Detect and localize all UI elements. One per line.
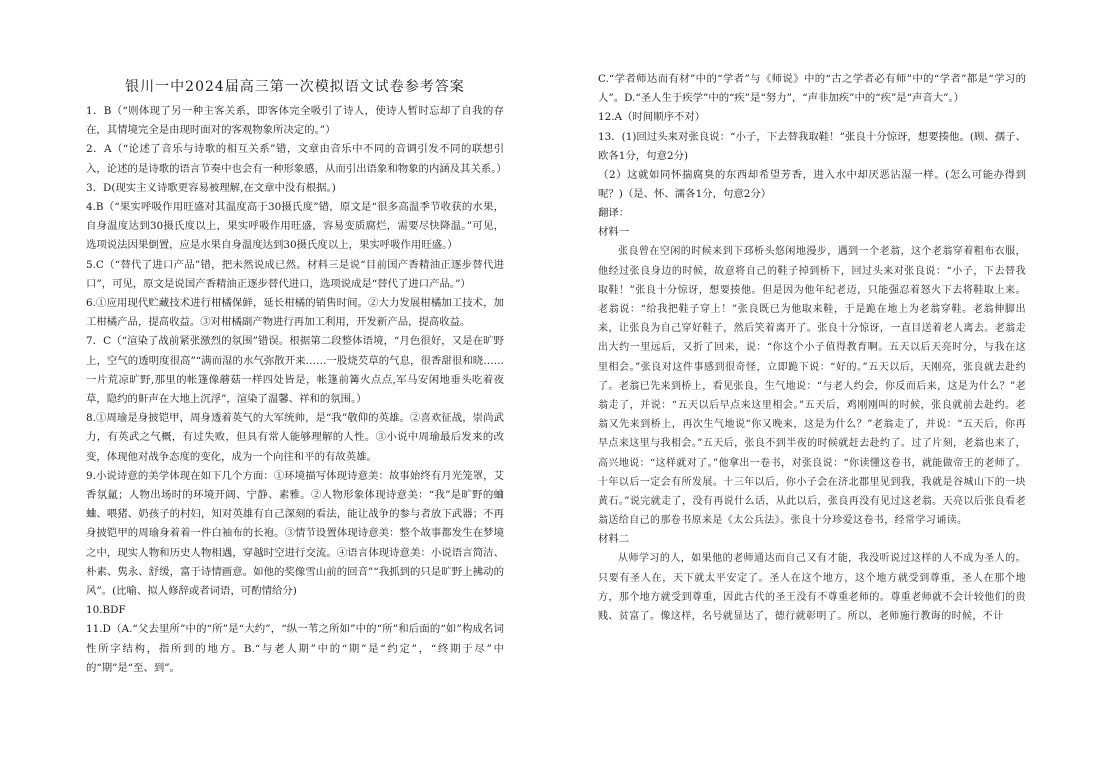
right-column: [598, 70, 1026, 626]
answer-item: 9.小说诗意的美学体现在如下几个方面：①环境描写体现诗意美：故事始终有月光笼罩，艾香氛氲；人物出场时的环境开阔、宁静、素雅。②人物形象体现诗意美：“我”是旷野的蛐蛐、喂猪、奶孩子的村妇，知对英雄有自己深刻的看法，能让战争的参与者放下武器；不再身披铠甲的周瑜身着着一件白袖布的长袍。③情节设置体现诗意美：整个故事都发生在梦境之中，现实人物和历史人物相遇，穿越时空进行交流。④语言体现诗意美：小说语言简洁、朴素、隽永、舒缓，富于诗情画意。如他的奖像雪山前的回音”“我抓到的只是旷野上拂动的风”。(比喻、拟人修辞或者词语，可酌情给分): [86, 469, 504, 598]
material-one-text: 张良曾在空闲的时候来到下邳桥头悠闲地漫步，遇到一个老翁，这个老翁穿着粗布衣服，他经过张良身边的时候，故意将自己的鞋子掉到桥下，回过头来对张良说：“小子，下去替我取鞋！”张良十分惊讶，想要揍他。但是因为他年纪老迈，只能强忍着怒火下去将鞋取上来。老翁说：“给我把鞋子穿上！”张良既已为他取来鞋，于是跪在地上为老翁穿鞋。老翁伸脚出来，让张良为自己穿好鞋子，然后笑着离开了。张良十分惊讶，一直目送着老人离去。老翁走出大约一里远后，又折了回来，说：“你这个小子值得教育啊。五天以后天亮时分，与我在这里相会。”张良对这件事感到很奇怪，立即跪下说：“好的。”五天以后，天刚亮，张良就去赴约了。老翁已先来到桥上，看见张良，生气地说：“与老人约会，你反而后来，这是为什么？”老翁走了，并说：“五天以后早点来这里相会。”五天后，鸡刚刚叫的时候，张良就前去赴约。老翁又先来到桥上，再次生气地说“你又晚来，这是为什么？”老翁走了，并说：“五天后，你再早点来这里与我相会。”五天后，张良不到半夜的时候就赶去赴约了。过了片刻，老翁也来了，高兴地说：“这样就对了。”他拿出一卷书，对张良说：“你读懂这卷书，就能做帝王的老师了。十年以后一定会有所发展。十三年以后，你小子会在济北郡里见到我，我就是谷城山下的一块黄石。”说完就走了，没有再说什么话，从此以后，张良再没有见过这老翁。天亮以后张良看老翁送给自己的那卷书原来是《太公兵法》。张良十分珍爱这卷书，经常学习诵读。: [598, 246, 1026, 527]
left-column: [86, 70, 507, 678]
answer-item: 6.①应用现代贮藏技术进行柑橘保鲜，延长柑橘的销售时间。②大力发展柑橘加工技术，加工柑橘产品，提高收益。③对柑橘副产物进行再加工利用，开发新产品，提高收益。: [86, 297, 504, 329]
translation-label: 翻译：: [598, 207, 630, 220]
material-two-text: 从师学习的人，如果他的老师通达而自己又有才能，我没听说过这样的人不成为圣人的。只要有圣人在，天下就太平安定了。圣人在这个地方，这个地方就受到尊重，圣人在那个地方，那个地方就受到尊重，因此古代的圣王没有不尊重老师的。尊重老师就不会计较他们的贵贱、贫富了。像这样，名号就显达了，德行就彰明了。所以，老师施行教诲的时候，不计: [598, 553, 1026, 623]
answer-item: C.“学者师达而有材”中的“学者”与《师说》中的“古之学者必有师”中的“学者”都是“学习的人”。D.“圣人生于疾学”中的“疾”是“努力”，“声非加疾”中的“疾”是“声音大”。）: [598, 73, 1026, 105]
answer-item: 8.①周瑜是身披铠甲，周身透着英气的大军统帅，是“我”敬仰的英雄。②喜欢征战，崇尚武力，有英武之气概，有过失败，但具有常人能够理解的人性。③小说中周瑜最后发来的改变，体现他对战争态度的变化，成为一个向往和平的有故英雄。: [86, 412, 504, 463]
answer-item: 3．D(现实主义诗歌更容易被理解,在文章中没有根据。): [86, 181, 336, 194]
answer-item: 11.D（A.“父去里所”中的“所”是“大约”，“纵一苇之所如”中的“所”和后面的“如”构成名词性所字结构，指所到的地方。B.“与老人期”中的“期”是“约定”，“终期于尽”中的“期”是“至、到”。: [86, 623, 504, 674]
material-one-label: 材料一: [598, 226, 630, 239]
answer-item: 2．A（“论述了音乐与诗歌的相互关系”错，文章由音乐中不同的音调引发不同的联想引入，论述的是诗歌的语言节奏中也会有一种形象感，从而引出语象和物象的内涵及其关系。）: [86, 143, 507, 175]
answer-item: 5.C（“替代了进口产品”错，把未然说成已然。材料三是说“目前国产香精油正逐步替代进口”，可见，原文是说国产香精油正逐步替代进口，选项说成是“替代了进口产品。”）: [86, 258, 504, 290]
answer-item: 7．C（“渲染了战前紧张激烈的氛围”错误。根据第二段整体语境，“月色很好，又是在旷野上，空气的透明度很高”“满而湿的水气弥散开来……一股烧芡草的气息，很香甜很和晓……一片荒凉旷野,那里的帐篷像蘑菇一样四处皆是，帐篷前篝火点点,军马安闲地垂头吃着夜草，隐约的鼾声在大地上沉浮”，渲染了温馨、祥和的氛围。）: [86, 335, 504, 406]
answer-item: 4.B（“果实呼吸作用旺盛对其温度高于30摄氏度”错，原文是“很多高温季节收获的水果，自身温度达到30摄氏度以上，果实呼吸作用旺盛，容易变质腐烂，需要尽快降温。”可见，选项说法因果倒置，应是水果自身温度达到30摄氏度以上，果实呼吸作用旺盛。）: [86, 201, 504, 252]
material-two-label: 材料二: [598, 533, 630, 546]
answer-item: 12.A（时间顺序不对）: [598, 111, 706, 124]
answer-item: 10.BDF: [86, 604, 126, 617]
answer-item: 1．B（“则体现了另一种主客关系，即客体完全吸引了诗人，使诗人暂时忘却了自我的存在，其情境完全是由现时面对的客观物象所决定的。”）: [86, 105, 504, 137]
page-title: 银川一中2024届高三第一次模拟语文试卷参考答案: [125, 79, 465, 95]
answer-item: （2）这就如同怀揣腐臭的东西却希望芳香，进入水中却厌恶沾湿一样。(怎么可能办得到呢？)（是、怀、濡各1分，句意2分）: [598, 169, 1026, 201]
answer-item: 13．(1)回过头来对张良说：“小子，下去替我取鞋！”张良十分惊讶，想要揍他。(顾、孺子、欧各1分，句意2分): [598, 130, 1026, 162]
